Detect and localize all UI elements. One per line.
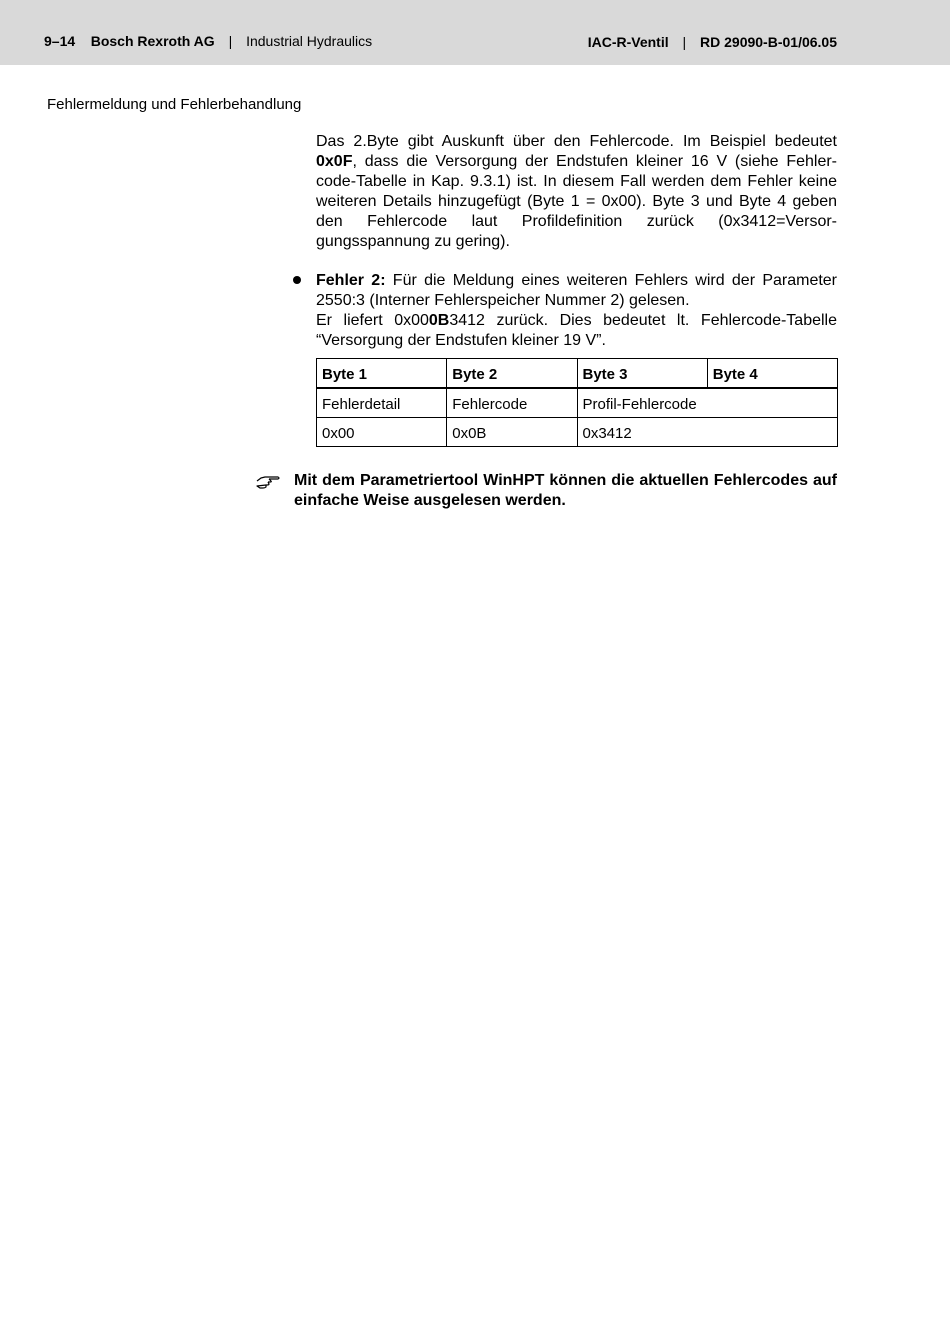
company-name: Bosch Rexroth AG xyxy=(90,33,215,49)
pointing-hand-icon xyxy=(256,472,280,490)
table-header-cell: Byte 4 xyxy=(707,359,837,389)
header-left xyxy=(44,33,372,49)
table-header-cell: Byte 2 xyxy=(447,359,577,389)
header-separator-2: | xyxy=(682,34,687,50)
table-row xyxy=(317,388,838,418)
table-cell: 0x3412 xyxy=(577,418,838,447)
paragraph-1-text-a: Das 2.Byte gibt Auskunft über den Fehlercode. Im Beispiel bedeutet xyxy=(316,133,837,150)
table-cell: 0x00 xyxy=(317,418,447,447)
bullet-icon xyxy=(293,276,301,284)
table-cell: Fehlerdetail xyxy=(317,388,447,418)
table-cell: Profil-Fehlercode xyxy=(577,388,838,418)
bullet-text-2a: Er liefert 0x00 xyxy=(316,312,429,329)
paragraph-1-text-b: , dass die Versorgung der Endstufen kleiner 16 V (siehe Fehlercode-Tabelle in Kap. 9.3.1) ist. In diesem Fall werden dem Fehler keine weiteren Details hinzugefügt (Byte 1 = 0x00). Byte 3 und Byte 4 geben den Fehlercode laut Profildefinition zurück (0x3412=Versorgungsspannung zu gering). xyxy=(316,153,837,250)
table-cell: 0x0B xyxy=(447,418,577,447)
hint-note: Mit dem Parametriertool WinHPT können die aktuellen Fehlercodes auf einfache Weise ausgelesen werden. xyxy=(294,472,837,509)
bullet-line-2 xyxy=(316,311,837,351)
document-reference: RD 29090-B-01/06.05 xyxy=(700,34,837,50)
error-code-table xyxy=(316,358,838,447)
division-name: Industrial Hydraulics xyxy=(246,33,373,49)
page-header xyxy=(0,0,950,65)
paragraph-1 xyxy=(316,132,837,252)
bullet-text-1: Für die Meldung eines weiteren Fehlers wird der Parameter 2550:3 (Interner Fehlerspeicher Nummer 2) gelesen. xyxy=(316,272,838,309)
bullet-text-2-bold: 0B xyxy=(428,312,450,329)
product-name: IAC-R-Ventil xyxy=(587,34,669,50)
table-cell: Fehlercode xyxy=(447,388,577,418)
header-right xyxy=(588,34,837,50)
bullet-text-2b: 3412 zurück. Dies bedeutet lt. Fehlercode-Tabelle “Versorgung der Endstufen kleiner 19 V”. xyxy=(316,312,837,349)
section-title: Fehlermeldung und Fehlerbehandlung xyxy=(47,96,302,113)
paragraph-1-code: 0x0F xyxy=(316,153,353,170)
bullet-paragraph xyxy=(316,271,837,351)
table-header-cell: Byte 3 xyxy=(577,359,707,389)
table-row xyxy=(317,418,838,447)
page-number: 9–14 xyxy=(44,33,76,49)
table-header-row xyxy=(317,359,838,389)
bullet-line-1 xyxy=(316,271,837,311)
bullet-label: Fehler 2: xyxy=(316,272,386,289)
header-separator: | xyxy=(228,33,233,49)
table-header-cell: Byte 1 xyxy=(317,359,447,389)
